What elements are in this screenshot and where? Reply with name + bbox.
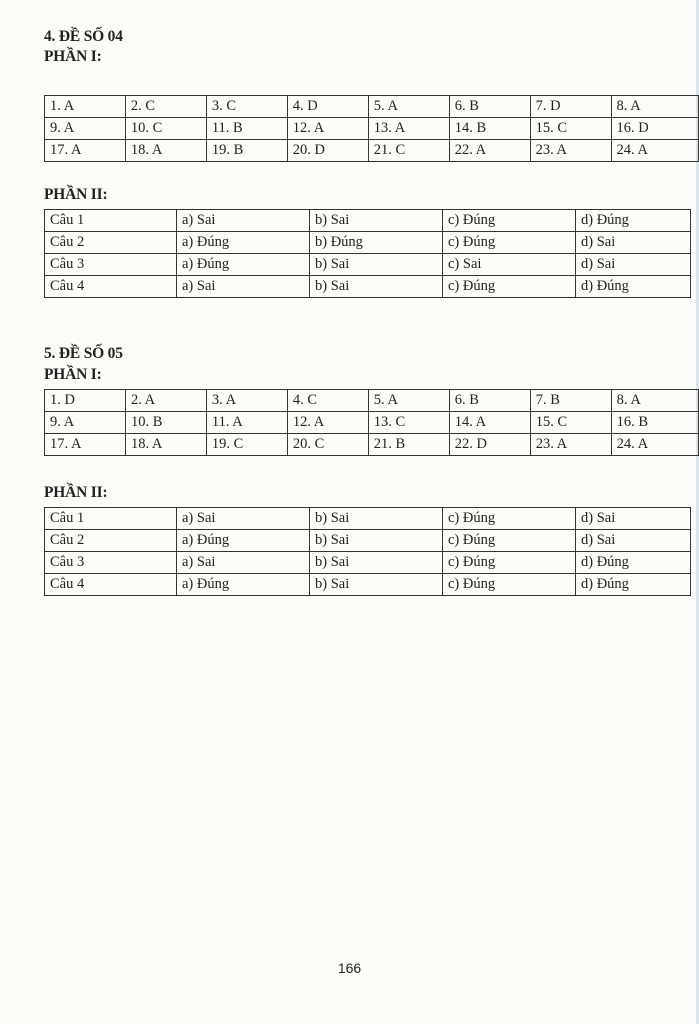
answer-cell: 9. A [45,118,126,140]
statement-cell: c) Đúng [443,508,576,530]
statement-cell: a) Sai [177,508,310,530]
question-cell: Câu 2 [45,530,177,552]
answer-cell: 1. D [45,390,126,412]
table-row [45,574,691,596]
answer-cell: 6. B [449,390,530,412]
answer-cell: 19. B [206,140,287,162]
statement-cell: d) Đúng [576,552,691,574]
statement-cell: c) Đúng [443,530,576,552]
answer-cell: 7. B [530,390,611,412]
answer-cell: 12. A [287,412,368,434]
table-row [45,254,691,276]
statement-cell: c) Đúng [443,552,576,574]
question-cell: Câu 2 [45,232,177,254]
statement-cell: d) Đúng [576,574,691,596]
statement-cell: b) Sai [310,508,443,530]
answer-cell: 10. C [125,118,206,140]
answer-cell: 18. A [125,140,206,162]
answer-cell: 17. A [45,434,126,456]
answer-cell: 8. A [611,390,698,412]
part1-label-05: PHẦN I: [44,366,102,383]
question-cell: Câu 1 [45,508,177,530]
answer-cell: 1. A [45,96,126,118]
statement-cell: a) Đúng [177,232,310,254]
statement-cell: a) Đúng [177,530,310,552]
page-number: 166 [337,960,362,976]
table-row [45,118,699,140]
statement-cell: b) Sai [310,254,443,276]
answer-cell: 11. B [206,118,287,140]
answer-cell: 24. A [611,434,698,456]
statement-cell: a) Sai [177,210,310,232]
answer-cell: 16. D [611,118,698,140]
table-row [45,210,691,232]
table-row [45,508,691,530]
answer-cell: 14. B [449,118,530,140]
table-row [45,276,691,298]
statement-cell: a) Sai [177,552,310,574]
answer-cell: 2. A [125,390,206,412]
table-row [45,140,699,162]
part2-label-04: PHẦN II: [44,186,108,203]
answer-cell: 15. C [530,412,611,434]
statement-cell: b) Sai [310,210,443,232]
answer-cell: 2. C [125,96,206,118]
answer-cell: 19. C [206,434,287,456]
answer-cell: 17. A [45,140,126,162]
part2-label-05: PHẦN II: [44,484,108,501]
section-title-04: 4. ĐỀ SỐ 04 [44,28,123,45]
statement-cell: b) Sai [310,552,443,574]
table-row [45,390,699,412]
table-row [45,412,699,434]
question-cell: Câu 3 [45,254,177,276]
answer-cell: 13. C [368,412,449,434]
answer-cell: 15. C [530,118,611,140]
answer-cell: 21. B [368,434,449,456]
statement-cell: c) Đúng [443,276,576,298]
answer-cell: 20. C [287,434,368,456]
table-row [45,530,691,552]
statement-cell: b) Sai [310,574,443,596]
table-row [45,232,691,254]
answer-cell: 11. A [206,412,287,434]
answer-cell: 7. D [530,96,611,118]
statement-cell: c) Đúng [443,232,576,254]
statement-cell: a) Sai [177,276,310,298]
answer-cell: 24. A [611,140,698,162]
answer-cell: 14. A [449,412,530,434]
answer-cell: 22. D [449,434,530,456]
part1-label-04: PHẦN I: [44,48,102,65]
answer-cell: 12. A [287,118,368,140]
statement-cell: b) Đúng [310,232,443,254]
statement-cell: a) Đúng [177,574,310,596]
answer-cell: 21. C [368,140,449,162]
answer-cell: 4. D [287,96,368,118]
question-cell: Câu 4 [45,276,177,298]
part2-table-04 [44,209,691,298]
table-row [45,434,699,456]
statement-cell: c) Sai [443,254,576,276]
statement-cell: d) Sai [576,254,691,276]
answer-cell: 23. A [530,140,611,162]
statement-cell: a) Đúng [177,254,310,276]
answer-cell: 6. B [449,96,530,118]
statement-cell: c) Đúng [443,574,576,596]
answer-cell: 3. C [206,96,287,118]
answer-cell: 13. A [368,118,449,140]
statement-cell: d) Sai [576,530,691,552]
answer-cell: 10. B [125,412,206,434]
answer-cell: 23. A [530,434,611,456]
answer-cell: 18. A [125,434,206,456]
question-cell: Câu 4 [45,574,177,596]
section-title-05: 5. ĐỀ SỐ 05 [44,345,123,362]
statement-cell: d) Sai [576,508,691,530]
part1-table-04 [44,95,699,162]
table-row [45,552,691,574]
question-cell: Câu 1 [45,210,177,232]
answer-cell: 9. A [45,412,126,434]
question-cell: Câu 3 [45,552,177,574]
statement-cell: b) Sai [310,530,443,552]
part2-table-05 [44,507,691,596]
answer-cell: 16. B [611,412,698,434]
part1-table-05 [44,389,699,456]
statement-cell: b) Sai [310,276,443,298]
answer-cell: 20. D [287,140,368,162]
statement-cell: d) Sai [576,232,691,254]
answer-cell: 5. A [368,390,449,412]
answer-cell: 8. A [611,96,698,118]
answer-cell: 22. A [449,140,530,162]
answer-cell: 5. A [368,96,449,118]
statement-cell: d) Đúng [576,210,691,232]
statement-cell: c) Đúng [443,210,576,232]
table-row [45,96,699,118]
statement-cell: d) Đúng [576,276,691,298]
answer-cell: 4. C [287,390,368,412]
answer-cell: 3. A [206,390,287,412]
